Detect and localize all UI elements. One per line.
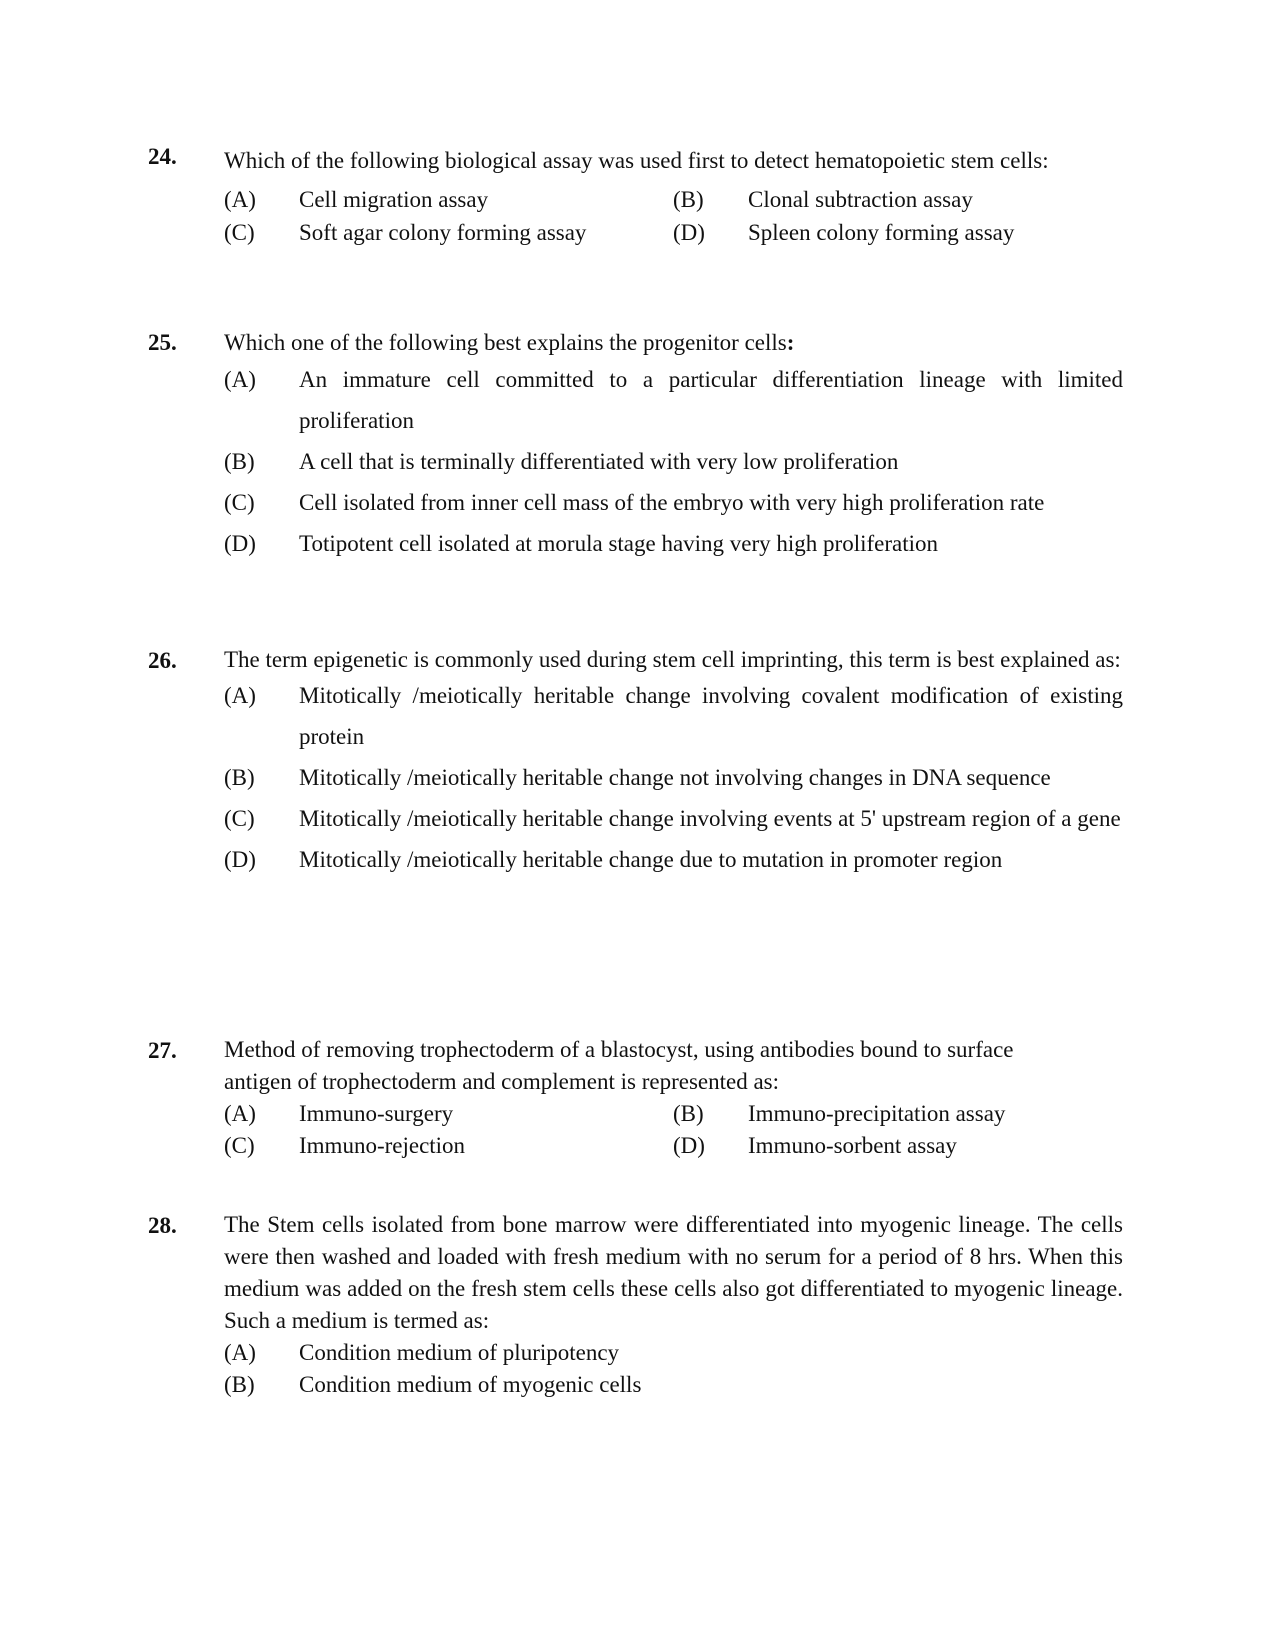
question-25 — [148, 326, 1123, 564]
option-b — [224, 1369, 1123, 1401]
option-c — [224, 482, 1123, 523]
option-text: A cell that is terminally differentiated with very low proliferation — [299, 449, 899, 474]
option-text: Mitotically /meiotically heritable change involving events at 5' upstream region of a gene — [299, 806, 1121, 831]
option-label: (B) — [224, 1372, 255, 1397]
option-text: Clonal subtraction assay — [748, 187, 973, 212]
option-label: (B) — [224, 449, 255, 474]
option-text: Immuno-precipitation assay — [748, 1101, 1006, 1126]
option-label: (C) — [224, 806, 255, 831]
option-label: (C) — [224, 220, 255, 245]
option-label: (A) — [224, 683, 256, 708]
option-text: Mitotically /meiotically heritable change involving covalent modification of existing protein — [299, 683, 1123, 749]
option-text: Totipotent cell isolated at morula stage having very high proliferation — [299, 531, 939, 556]
option-text: Immuno-rejection — [299, 1133, 466, 1158]
option-label: (C) — [224, 490, 255, 515]
options-grid — [224, 1098, 1123, 1162]
option-label: (D) — [224, 531, 256, 556]
option-d — [224, 523, 1123, 564]
option-text: Mitotically /meiotically heritable change due to mutation in promoter region — [299, 847, 1003, 872]
option-b — [224, 441, 1123, 482]
option-c — [224, 798, 1123, 839]
option-label: (A) — [224, 1101, 256, 1126]
question-text-main: Which one of the following best explains the progenitor cells — [224, 330, 787, 355]
question-27 — [148, 1034, 1123, 1162]
option-text: Immuno-sorbent assay — [748, 1133, 957, 1158]
option-text: Soft agar colony forming assay — [299, 220, 587, 245]
option-label: (A) — [224, 187, 256, 212]
question-number: 24. — [148, 144, 177, 169]
question-28 — [148, 1209, 1123, 1401]
option-label: (C) — [224, 1133, 255, 1158]
option-label: (A) — [224, 367, 256, 392]
option-label: (B) — [224, 765, 255, 790]
question-text — [224, 326, 1123, 359]
option-label: (B) — [673, 187, 704, 212]
option-text: Spleen colony forming assay — [748, 220, 1015, 245]
question-number: 26. — [148, 648, 177, 673]
option-label: (D) — [673, 220, 705, 245]
option-a — [224, 1337, 1123, 1369]
option-text: Immuno-surgery — [299, 1101, 454, 1126]
option-label: (D) — [673, 1133, 705, 1158]
option-label: (A) — [224, 1340, 256, 1365]
option-label: (D) — [224, 847, 256, 872]
question-text-colon: : — [786, 330, 795, 355]
question-number: 28. — [148, 1213, 177, 1238]
question-text: The Stem cells isolated from bone marrow were differentiated into myogenic lineage. The cells were then washed and loaded with fresh medium with no serum for a period of 8 hrs. When this medium was added on the fresh stem cells these cells also got differentiated to myogenic lineage. Such a medium is termed as: — [224, 1212, 1123, 1333]
option-text: Cell migration assay — [299, 187, 489, 212]
option-a — [224, 359, 1123, 441]
options-grid — [224, 183, 1123, 249]
option-text: Condition medium of pluripotency — [299, 1340, 620, 1365]
question-text: Method of removing trophectoderm of a blastocyst, using antibodies bound to surface antigen of trophectoderm and complement is represented as: — [224, 1037, 1014, 1094]
question-text: Which of the following biological assay was used first to detect hematopoietic stem cells: — [224, 148, 1049, 173]
option-label: (B) — [673, 1101, 704, 1126]
question-26 — [148, 644, 1123, 880]
option-text: Condition medium of myogenic cells — [299, 1372, 642, 1397]
option-d — [224, 839, 1123, 880]
question-number: 25. — [148, 330, 177, 355]
question-text: The term epigenetic is commonly used during stem cell imprinting, this term is best explained as: — [224, 647, 1121, 672]
option-b — [224, 757, 1123, 798]
option-a — [224, 675, 1123, 757]
question-number: 27. — [148, 1038, 177, 1063]
option-text: Cell isolated from inner cell mass of the embryo with very high proliferation rate — [299, 490, 1045, 515]
option-text: Mitotically /meiotically heritable change not involving changes in DNA sequence — [299, 765, 1051, 790]
question-24 — [148, 140, 1123, 249]
option-text: An immature cell committed to a particular differentiation lineage with limited proliferation — [299, 367, 1123, 433]
